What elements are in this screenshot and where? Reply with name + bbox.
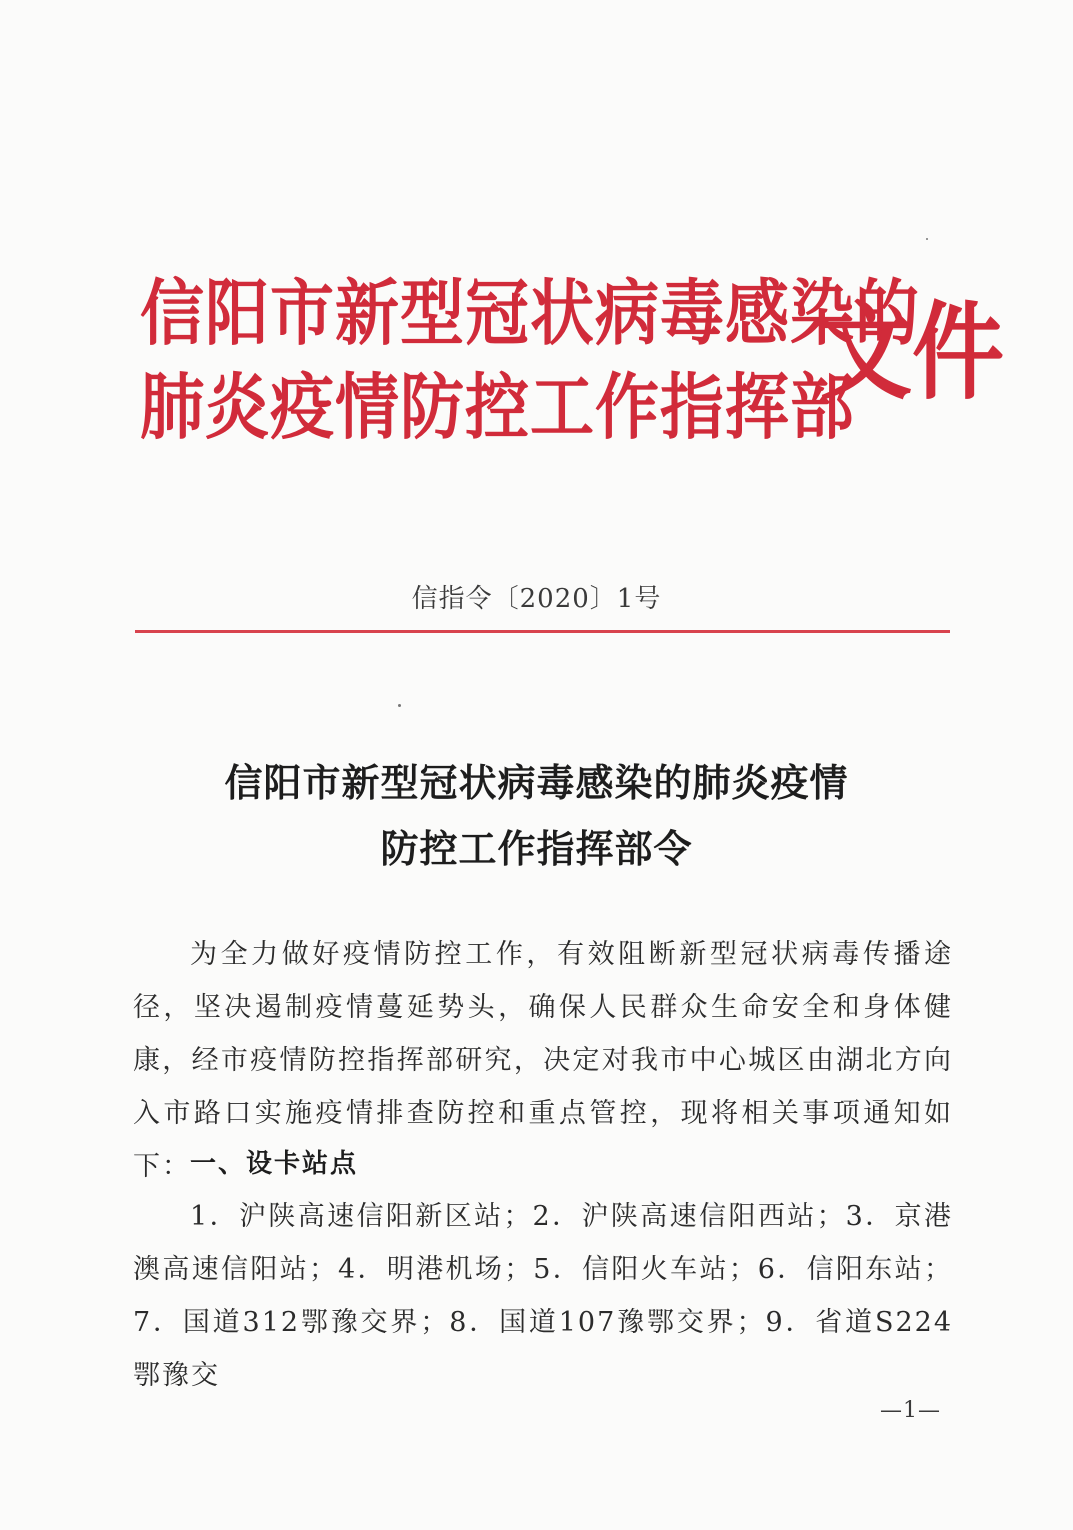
red-divider-line [135, 630, 950, 633]
red-masthead [140, 262, 1005, 452]
body-paragraph-intro: 为全力做好疫情防控工作，有效阻断新型冠状病毒传播途径，坚决遏制疫情蔓延势头，确保人民群众生命安全和身体健康，经市疫情防控指挥部研究，决定对我市中心城区由湖北方向入市路口实施疫情排查防控和重点管控，现将相关事项通知如下： [133, 939, 953, 1182]
section-heading-checkpoints: 一、设卡站点 [190, 1149, 359, 1179]
document-title-line-1: 信阳市新型冠状病毒感染的肺炎疫情 [224, 760, 849, 805]
masthead-suffix: 文件 [820, 291, 1005, 415]
masthead-line-1: 信阳市新型冠状病毒感染的 [140, 273, 920, 357]
scan-speck [398, 704, 401, 707]
scan-speck [926, 238, 928, 240]
masthead-line-2: 肺炎疫情防控工作指挥部 [140, 367, 855, 451]
document-number: 信指令〔2020〕1号 [411, 584, 662, 614]
body-paragraph-checkpoint-list: 1．沪陕高速信阳新区站；2．沪陕高速信阳西站；3．京港澳高速信阳站；4．明港机场；5．信阳火车站；6．信阳东站；7．国道312鄂豫交界；8．国道107豫鄂交界；9．省道S224鄂豫交 [133, 1201, 953, 1391]
page-number: —1— [880, 1398, 941, 1423]
document-title-line-2: 防控工作指挥部令 [380, 826, 693, 871]
